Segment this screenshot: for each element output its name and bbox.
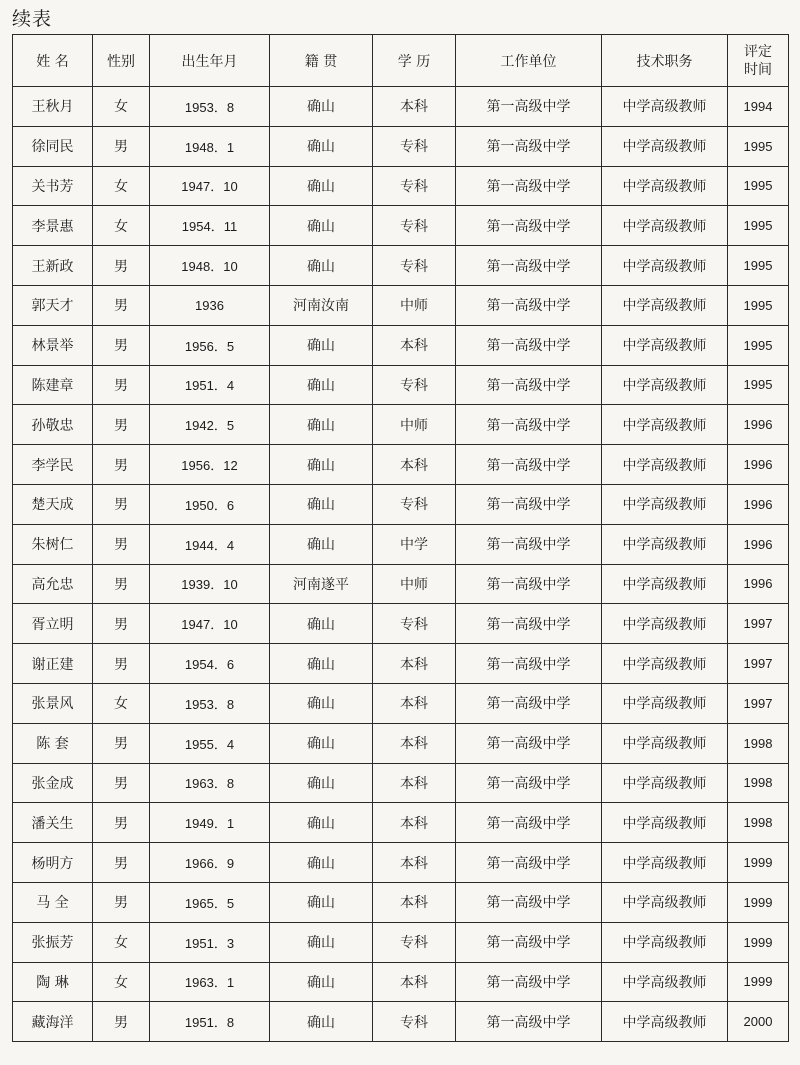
cell-year: 1994 (728, 87, 789, 127)
cell-name: 王新政 (13, 246, 93, 286)
cell-origin: 确山 (270, 843, 373, 883)
cell-title: 中学高级教师 (602, 1002, 728, 1042)
cell-origin: 确山 (270, 405, 373, 445)
cell-title: 中学高级教师 (602, 206, 728, 246)
table-row (13, 843, 789, 883)
cell-birth: 1951．3 (150, 922, 270, 962)
cell-name: 藏海洋 (13, 1002, 93, 1042)
cell-name: 徐同民 (13, 126, 93, 166)
cell-origin: 确山 (270, 484, 373, 524)
cell-education: 本科 (373, 644, 456, 684)
cell-workplace: 第一高级中学 (456, 723, 602, 763)
cell-workplace: 第一高级中学 (456, 683, 602, 723)
cell-title: 中学高级教师 (602, 405, 728, 445)
cell-title: 中学高级教师 (602, 644, 728, 684)
cell-education: 本科 (373, 962, 456, 1002)
cell-education: 专科 (373, 126, 456, 166)
cell-origin: 确山 (270, 445, 373, 485)
cell-title: 中学高级教师 (602, 484, 728, 524)
cell-origin: 确山 (270, 882, 373, 922)
cell-gender: 男 (93, 325, 150, 365)
cell-origin: 确山 (270, 524, 373, 564)
table-row (13, 604, 789, 644)
cell-name: 王秋月 (13, 87, 93, 127)
cell-education: 本科 (373, 325, 456, 365)
cell-education: 中师 (373, 405, 456, 445)
cell-birth: 1956．5 (150, 325, 270, 365)
cell-gender: 男 (93, 524, 150, 564)
cell-workplace: 第一高级中学 (456, 87, 602, 127)
cell-birth: 1953．8 (150, 87, 270, 127)
table-row (13, 445, 789, 485)
cell-origin: 确山 (270, 763, 373, 803)
cell-title: 中学高级教师 (602, 882, 728, 922)
cell-title: 中学高级教师 (602, 962, 728, 1002)
cell-gender: 男 (93, 723, 150, 763)
cell-education: 本科 (373, 87, 456, 127)
cell-gender: 男 (93, 882, 150, 922)
cell-title: 中学高级教师 (602, 524, 728, 564)
cell-education: 本科 (373, 683, 456, 723)
cell-title: 中学高级教师 (602, 445, 728, 485)
cell-origin: 确山 (270, 922, 373, 962)
cell-birth: 1947．10 (150, 604, 270, 644)
cell-workplace: 第一高级中学 (456, 962, 602, 1002)
header-birth: 出生年月 (150, 35, 270, 87)
cell-name: 张金成 (13, 763, 93, 803)
cell-origin: 确山 (270, 962, 373, 1002)
cell-name: 陈 套 (13, 723, 93, 763)
cell-workplace: 第一高级中学 (456, 126, 602, 166)
cell-year: 1996 (728, 405, 789, 445)
table-row (13, 325, 789, 365)
cell-title: 中学高级教师 (602, 723, 728, 763)
cell-workplace: 第一高级中学 (456, 405, 602, 445)
cell-workplace: 第一高级中学 (456, 325, 602, 365)
cell-workplace: 第一高级中学 (456, 524, 602, 564)
table-row (13, 1002, 789, 1042)
header-eval-time-line1: 评定 (744, 43, 772, 60)
cell-origin: 河南遂平 (270, 564, 373, 604)
cell-birth: 1963．8 (150, 763, 270, 803)
table-row (13, 87, 789, 127)
cell-name: 杨明方 (13, 843, 93, 883)
cell-education: 本科 (373, 843, 456, 883)
header-eval-time (728, 35, 789, 87)
cell-education: 本科 (373, 723, 456, 763)
cell-birth: 1950．6 (150, 484, 270, 524)
table-row (13, 524, 789, 564)
cell-birth: 1955．4 (150, 723, 270, 763)
cell-gender: 男 (93, 763, 150, 803)
cell-title: 中学高级教师 (602, 325, 728, 365)
cell-workplace: 第一高级中学 (456, 564, 602, 604)
cell-gender: 男 (93, 564, 150, 604)
cell-name: 张振芳 (13, 922, 93, 962)
cell-year: 1998 (728, 723, 789, 763)
cell-origin: 确山 (270, 206, 373, 246)
cell-origin: 确山 (270, 87, 373, 127)
header-gender: 性别 (93, 35, 150, 87)
cell-birth: 1953．8 (150, 683, 270, 723)
cell-year: 1995 (728, 166, 789, 206)
cell-year: 1995 (728, 365, 789, 405)
cell-origin: 确山 (270, 683, 373, 723)
table-row (13, 564, 789, 604)
cell-title: 中学高级教师 (602, 365, 728, 405)
cell-origin: 确山 (270, 325, 373, 365)
cell-title: 中学高级教师 (602, 87, 728, 127)
cell-education: 本科 (373, 803, 456, 843)
cell-gender: 女 (93, 962, 150, 1002)
cell-name: 孙敬忠 (13, 405, 93, 445)
cell-education: 专科 (373, 604, 456, 644)
cell-name: 楚天成 (13, 484, 93, 524)
cell-year: 1997 (728, 604, 789, 644)
cell-origin: 确山 (270, 723, 373, 763)
cell-name: 陈建章 (13, 365, 93, 405)
cell-education: 专科 (373, 922, 456, 962)
table-row (13, 683, 789, 723)
cell-name: 马 全 (13, 882, 93, 922)
table-row (13, 126, 789, 166)
cell-origin: 确山 (270, 166, 373, 206)
cell-gender: 男 (93, 644, 150, 684)
table-row (13, 723, 789, 763)
table-row (13, 803, 789, 843)
cell-education: 本科 (373, 763, 456, 803)
table-header-row (13, 35, 789, 87)
cell-birth: 1939．10 (150, 564, 270, 604)
table-row (13, 246, 789, 286)
cell-workplace: 第一高级中学 (456, 166, 602, 206)
cell-origin: 河南汝南 (270, 285, 373, 325)
cell-education: 本科 (373, 882, 456, 922)
cell-gender: 男 (93, 126, 150, 166)
table-row (13, 365, 789, 405)
cell-education: 中师 (373, 564, 456, 604)
cell-birth: 1948．1 (150, 126, 270, 166)
cell-title: 中学高级教师 (602, 285, 728, 325)
cell-year: 1995 (728, 325, 789, 365)
cell-workplace: 第一高级中学 (456, 484, 602, 524)
cell-education: 专科 (373, 365, 456, 405)
header-name: 姓 名 (13, 35, 93, 87)
cell-workplace: 第一高级中学 (456, 285, 602, 325)
cell-origin: 确山 (270, 365, 373, 405)
cell-gender: 男 (93, 843, 150, 883)
cell-education: 专科 (373, 246, 456, 286)
cell-title: 中学高级教师 (602, 166, 728, 206)
cell-year: 2000 (728, 1002, 789, 1042)
cell-title: 中学高级教师 (602, 763, 728, 803)
cell-gender: 男 (93, 604, 150, 644)
cell-gender: 男 (93, 405, 150, 445)
cell-name: 高允忠 (13, 564, 93, 604)
header-workplace: 工作单位 (456, 35, 602, 87)
cell-education: 专科 (373, 484, 456, 524)
cell-year: 1999 (728, 922, 789, 962)
cell-workplace: 第一高级中学 (456, 882, 602, 922)
cell-workplace: 第一高级中学 (456, 445, 602, 485)
table-row (13, 206, 789, 246)
cell-workplace: 第一高级中学 (456, 246, 602, 286)
cell-birth: 1948．10 (150, 246, 270, 286)
cell-workplace: 第一高级中学 (456, 843, 602, 883)
teacher-table (12, 34, 789, 1042)
cell-gender: 男 (93, 246, 150, 286)
cell-name: 潘关生 (13, 803, 93, 843)
cell-birth: 1951．8 (150, 1002, 270, 1042)
cell-title: 中学高级教师 (602, 803, 728, 843)
cell-gender: 女 (93, 166, 150, 206)
cell-birth: 1947．10 (150, 166, 270, 206)
cell-name: 郭天才 (13, 285, 93, 325)
table-row (13, 285, 789, 325)
cell-name: 李学民 (13, 445, 93, 485)
cell-title: 中学高级教师 (602, 604, 728, 644)
cell-gender: 男 (93, 803, 150, 843)
cell-birth: 1942．5 (150, 405, 270, 445)
cell-origin: 确山 (270, 1002, 373, 1042)
cell-gender: 男 (93, 445, 150, 485)
cell-workplace: 第一高级中学 (456, 922, 602, 962)
cell-title: 中学高级教师 (602, 126, 728, 166)
cell-workplace: 第一高级中学 (456, 365, 602, 405)
cell-title: 中学高级教师 (602, 564, 728, 604)
cell-year: 1996 (728, 445, 789, 485)
page-caption: 续表 (12, 8, 53, 30)
cell-birth: 1951．4 (150, 365, 270, 405)
cell-origin: 确山 (270, 644, 373, 684)
cell-origin: 确山 (270, 246, 373, 286)
table-row (13, 763, 789, 803)
cell-year: 1998 (728, 763, 789, 803)
cell-education: 本科 (373, 445, 456, 485)
table-row (13, 484, 789, 524)
header-eval-time-line2: 时间 (744, 61, 772, 78)
cell-workplace: 第一高级中学 (456, 803, 602, 843)
cell-name: 陶 琳 (13, 962, 93, 1002)
header-education: 学 历 (373, 35, 456, 87)
cell-name: 林景举 (13, 325, 93, 365)
cell-gender: 女 (93, 922, 150, 962)
cell-gender: 男 (93, 285, 150, 325)
cell-workplace: 第一高级中学 (456, 644, 602, 684)
cell-education: 专科 (373, 1002, 456, 1042)
cell-year: 1996 (728, 484, 789, 524)
cell-education: 中师 (373, 285, 456, 325)
header-origin: 籍 贯 (270, 35, 373, 87)
table-row (13, 962, 789, 1002)
cell-title: 中学高级教师 (602, 683, 728, 723)
cell-birth: 1944．4 (150, 524, 270, 564)
cell-year: 1999 (728, 882, 789, 922)
cell-gender: 男 (93, 484, 150, 524)
cell-gender: 女 (93, 683, 150, 723)
cell-education: 中学 (373, 524, 456, 564)
cell-year: 1999 (728, 962, 789, 1002)
cell-gender: 男 (93, 365, 150, 405)
cell-name: 李景惠 (13, 206, 93, 246)
cell-name: 关书芳 (13, 166, 93, 206)
header-title: 技术职务 (602, 35, 728, 87)
cell-year: 1998 (728, 803, 789, 843)
cell-birth: 1954．11 (150, 206, 270, 246)
cell-birth: 1956．12 (150, 445, 270, 485)
cell-year: 1996 (728, 524, 789, 564)
cell-origin: 确山 (270, 126, 373, 166)
cell-year: 1999 (728, 843, 789, 883)
cell-title: 中学高级教师 (602, 246, 728, 286)
table-body (13, 87, 789, 1042)
cell-workplace: 第一高级中学 (456, 763, 602, 803)
cell-year: 1995 (728, 285, 789, 325)
table-row (13, 405, 789, 445)
cell-name: 胥立明 (13, 604, 93, 644)
cell-year: 1997 (728, 683, 789, 723)
table-row (13, 644, 789, 684)
table-row (13, 922, 789, 962)
cell-birth: 1949．1 (150, 803, 270, 843)
cell-title: 中学高级教师 (602, 843, 728, 883)
cell-year: 1995 (728, 206, 789, 246)
cell-birth: 1954．6 (150, 644, 270, 684)
cell-birth: 1963．1 (150, 962, 270, 1002)
cell-gender: 男 (93, 1002, 150, 1042)
cell-name: 张景风 (13, 683, 93, 723)
cell-year: 1995 (728, 246, 789, 286)
cell-origin: 确山 (270, 803, 373, 843)
cell-title: 中学高级教师 (602, 922, 728, 962)
cell-workplace: 第一高级中学 (456, 1002, 602, 1042)
cell-workplace: 第一高级中学 (456, 604, 602, 644)
cell-name: 谢正建 (13, 644, 93, 684)
cell-birth: 1936 (150, 285, 270, 325)
cell-birth: 1965．5 (150, 882, 270, 922)
cell-year: 1997 (728, 644, 789, 684)
cell-gender: 女 (93, 206, 150, 246)
cell-workplace: 第一高级中学 (456, 206, 602, 246)
cell-gender: 女 (93, 87, 150, 127)
cell-education: 专科 (373, 166, 456, 206)
cell-education: 专科 (373, 206, 456, 246)
cell-year: 1996 (728, 564, 789, 604)
cell-origin: 确山 (270, 604, 373, 644)
cell-name: 朱树仁 (13, 524, 93, 564)
cell-birth: 1966．9 (150, 843, 270, 883)
table-row (13, 166, 789, 206)
table-row (13, 882, 789, 922)
cell-year: 1995 (728, 126, 789, 166)
